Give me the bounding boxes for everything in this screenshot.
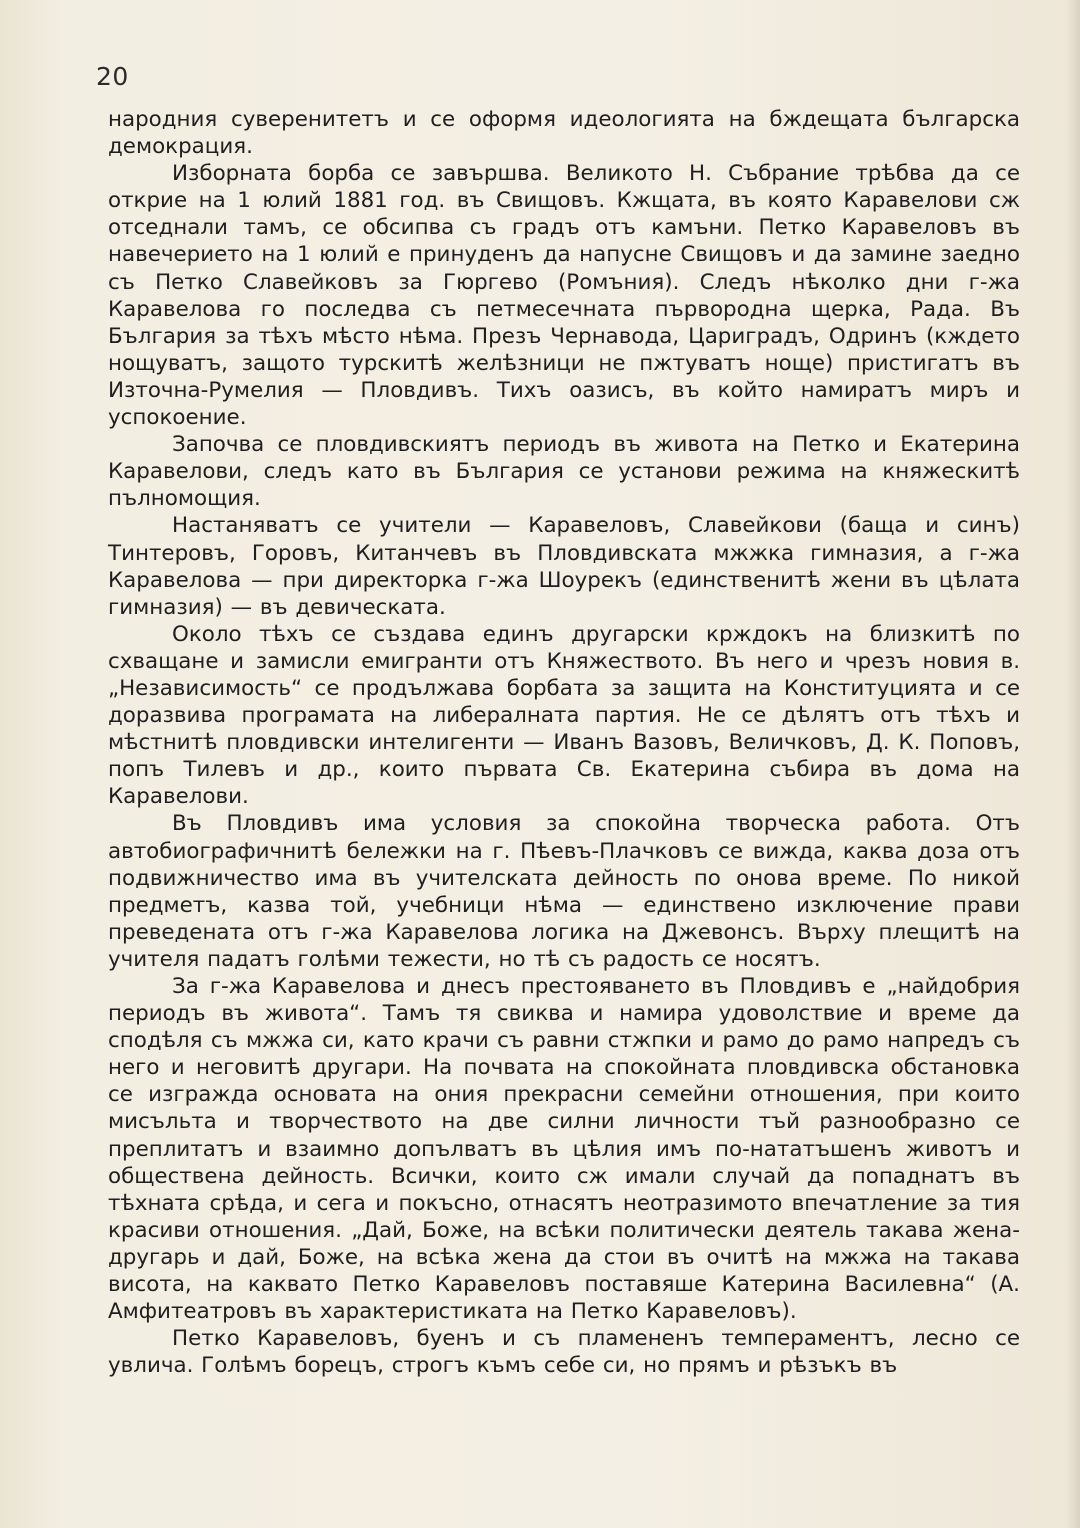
paragraph: Настаняватъ се учители — Каравеловъ, Славейкови (баща и синъ) Тинтеровъ, Горовъ, Китанчевъ въ Пловдивската мжжка гимназия, а г-жа Каравелова — при директорка г-жа Шоурекъ (единственитѣ жени въ цѣлата гимназия) — въ девическата. [108,513,1020,620]
paragraph: Петко Каравеловъ, буенъ и съ пламененъ темпераментъ, лесно се увлича. Голѣмъ борецъ, строгъ къмъ себе си, но прямъ и рѣзъкъ въ [108,1326,1020,1379]
paragraph: народния суверенитетъ и се оформя идеологията на бждещата българска демокрация. [108,107,1020,160]
paragraph: За г-жа Каравелова и днесъ престояването въ Пловдивъ е „найдобрия периодъ въ живота“. Тамъ тя свиква и намира удоволствие и време да сподѣля съ мжжа си, като крачи съ равни стжпки и рамо до рамо напредъ съ него и неговитѣ другари. На почвата на спокойната пловдивска обстановка се изгражда основата на ония прекрасни семейни отношения, при които мисъльта и творчеството на две силни личности тъй разнообразно се преплитатъ и взаимно допълватъ въ цѣлия имъ по-нататъшенъ животъ и обществена дейность. Всички, които сж имали случай да попаднатъ въ тѣхната срѣда, и сега и покъсно, отнасятъ неотразимото впечатление за тия красиви отношения. „Дай, Боже, на всѣки политически деятель такава жена-другарь и дай, Боже, на всѣка жена да стои въ очитѣ на мжжа на такава висота, на каквато Петко Каравеловъ поставяше Катерина Василевна“ (А. Амфитеатровъ въ характеристиката на Петко Каравеловъ). [108,974,1020,1325]
page-edge-shadow [1066,0,1080,1528]
paragraph: Около тѣхъ се създава единъ другарски крждокъ на близкитѣ по схващане и замисли емигранти отъ Княжеството. Въ него и чрезъ новия в. „Независимость“ се продължава борбата за защита на Конституцията и се доразвива програмата на либералната партия. Не се дѣлятъ отъ тѣхъ и мѣстнитѣ пловдивски интелигенти — Иванъ Вазовъ, Величковъ, Д. К. Поповъ, попъ Тилевъ и др., които първата Св. Екатерина събира въ дома на Каравелови. [108,621,1020,810]
paragraph: Започва се пловдивскиятъ периодъ въ живота на Петко и Екатерина Каравелови, следъ като въ България се установи режима на княжескитѣ пълномощия. [108,432,1020,512]
paragraph: Изборната борба се завършва. Великото Н. Събрание трѣбва да се открие на 1 юлий 1881 год. въ Свищовъ. Кжщата, въ която Каравелови сж отседнали тамъ, се обсипва съ градъ отъ камъни. Петко Каравеловъ въ навечерието на 1 юлий е принуденъ да напусне Свищовъ и да замине заедно съ Петко Славейковъ за Гюргево (Ромъния). Следъ нѣколко дни г-жа Каравелова го последва съ петмесечната първородна щерка, Рада. Въ България за тѣхъ мѣсто нѣма. Презъ Чернавода, Цариградъ, Одринъ (кждето нощуватъ, защото турскитѣ желѣзници не пжтуватъ нощe) пристигатъ въ Източна-Румелия — Пловдивъ. Тихъ оазисъ, въ който намиратъ миръ и успокоение. [108,161,1020,431]
page-number: 20 [96,62,129,91]
paragraph: Въ Пловдивъ има условия за спокойна творческа работа. Отъ автобиографичнитѣ бележки на г. Пѣевъ-Плачковъ се вижда, каква доза отъ подвижничество има въ учителската дейность по онова време. По никой предметъ, казва той, учебници нѣма — единствено изключение прави преведената отъ г-жа Каравелова логика на Джевонсъ. Върху плещитѣ на учителя падатъ голѣми тежести, но тѣ съ радость се носятъ. [108,811,1020,972]
body-text [108,106,1020,1379]
